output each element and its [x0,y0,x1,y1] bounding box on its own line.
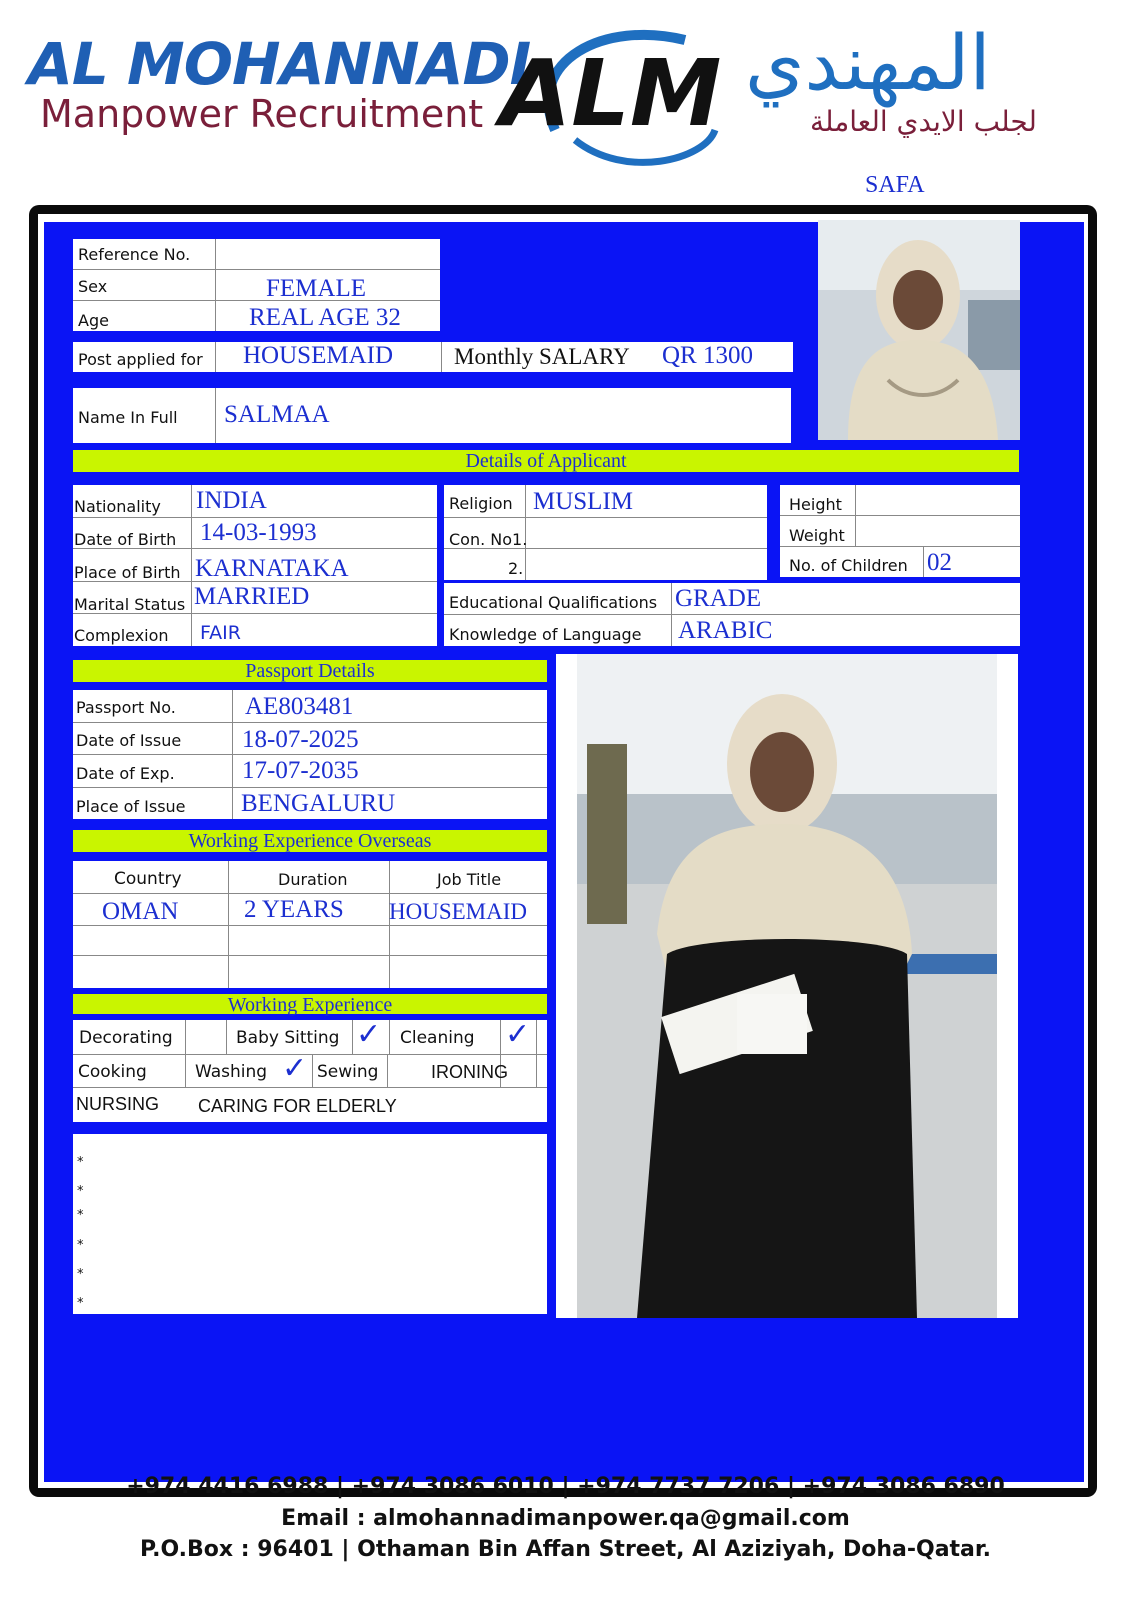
height-label: Height [789,495,842,514]
children-label: No. of Children [789,556,908,575]
religion-label: Religion [449,494,513,513]
salary-value: QR 1300 [662,342,753,369]
company-tagline-arabic: لجلب الايدي العاملة [810,105,1037,138]
skill-baby-sitting: Baby Sitting [236,1028,340,1048]
marital-label: Marital Status [74,595,186,614]
skill-washing: Washing [195,1062,268,1082]
note-bullet: * [77,1208,84,1223]
passport-no-label: Passport No. [76,698,176,717]
overseas-section-header: Working Experience Overseas [73,830,547,852]
cleaning-check-icon: ✓ [505,1017,531,1052]
overseas-country-value: OMAN [102,898,179,925]
note-bullet: * [77,1184,84,1199]
company-tagline-english: Manpower Recruitment [40,92,484,136]
skill-cooking: Cooking [78,1062,147,1082]
age-label: Age [78,311,109,330]
overseas-header-duration: Duration [278,870,348,889]
nationality-value: INDIA [196,487,267,514]
issue-place-value: BENGALURU [241,790,396,817]
company-name-english: AL MOHANNADI [28,30,531,98]
footer-email: Email : almohannadimanpower.qa@gmail.com [281,1506,850,1531]
overseas-header-country: Country [114,869,182,889]
overseas-duration-value: 2 YEARS [244,896,344,923]
nationality-label: Nationality [74,497,161,516]
baby-sitting-check-icon: ✓ [356,1017,382,1052]
name-row [73,388,791,443]
note-bullet: * [77,1267,84,1282]
religion-value: MUSLIM [533,488,634,515]
education-value: GRADE [675,585,762,612]
skill-caring-elderly: CARING FOR ELDERLY [198,1096,397,1116]
skill-cleaning: Cleaning [400,1028,475,1048]
pob-label: Place of Birth [74,563,181,582]
dob-label: Date of Birth [74,530,177,549]
washing-check-icon: ✓ [282,1051,308,1086]
overseas-job-value: HOUSEMAID [389,899,527,924]
language-value: ARABIC [678,617,773,644]
agent-name: SAFA [865,172,925,198]
note-bullet: * [77,1155,84,1170]
reference-no-label: Reference No. [78,245,191,264]
age-value: REAL AGE 32 [249,304,401,331]
footer-phones: +974 4416 6988 | +974 3086 6010 | +974 7737 7206 | +974 3086 6890 [126,1474,1005,1499]
name-label: Name In Full [78,408,178,427]
applicant-full-length-photo [577,654,997,1318]
expiry-date-value: 17-07-2035 [242,757,359,784]
pob-value: KARNATAKA [195,555,349,582]
passport-section-header: Passport Details [73,660,547,682]
skill-decorating: Decorating [79,1028,173,1048]
details-section-header: Details of Applicant [73,450,1019,472]
weight-label: Weight [789,526,845,545]
children-value: 02 [927,549,952,576]
applicant-portrait-photo [818,220,1020,440]
education-label: Educational Qualifications [449,593,658,612]
contact2-label: 2. [508,559,524,578]
issue-place-label: Place of Issue [76,797,186,816]
contact1-label: Con. No1. [449,530,528,549]
post-label: Post applied for [78,350,203,369]
skill-ironing: IRONING [431,1062,509,1082]
salary-label: Monthly SALARY [454,344,630,369]
skill-sewing: Sewing [317,1062,379,1082]
marital-value: MARRIED [194,583,310,610]
issue-date-label: Date of Issue [76,731,182,750]
company-name-arabic: المهندي [745,18,991,107]
note-bullet: * [77,1238,84,1253]
complexion-value: FAIR [200,622,241,644]
notes-box [73,1134,547,1314]
expiry-date-label: Date of Exp. [76,764,175,783]
language-label: Knowledge of Language [449,625,642,644]
skill-nursing: NURSING [76,1094,160,1114]
dob-value: 14-03-1993 [200,519,317,546]
post-value: HOUSEMAID [243,342,393,369]
alm-logo-text: ALM [500,40,722,147]
skills-section-header: Working Experience [73,994,547,1014]
issue-date-value: 18-07-2025 [242,726,359,753]
name-value: SALMAA [224,401,330,428]
sex-value: FEMALE [266,275,366,302]
footer-address: P.O.Box : 96401 | Othaman Bin Affan Street, Al Aziziyah, Doha-Qatar. [140,1537,991,1562]
passport-no-value: AE803481 [245,693,354,720]
sex-label: Sex [78,277,108,296]
overseas-header-job: Job Title [437,870,502,889]
note-bullet: * [77,1296,84,1311]
complexion-label: Complexion [74,626,169,645]
